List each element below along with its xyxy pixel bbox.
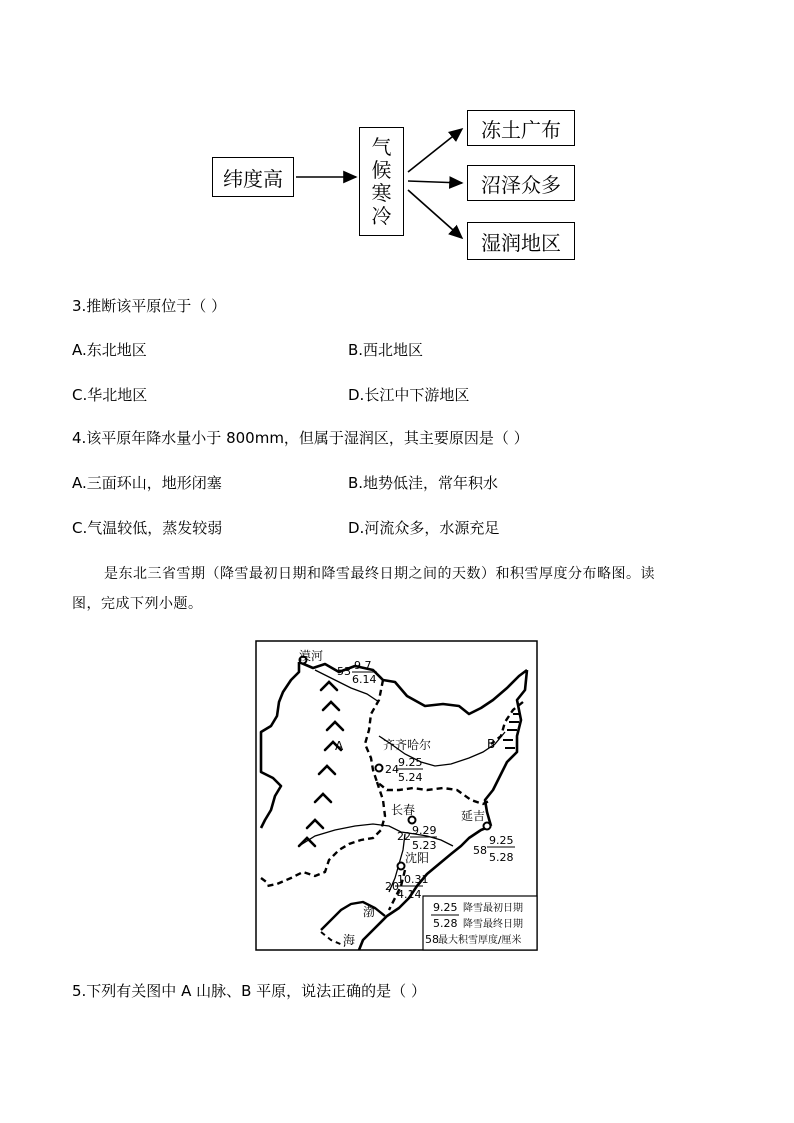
station-first-date: 9.7 <box>354 659 372 672</box>
station-depth: 24 <box>385 763 399 776</box>
station-depth: 58 <box>473 844 487 857</box>
station-depth: 22 <box>397 830 411 843</box>
intro-line-1: 是东北三省雪期（降雪最初日期和降雪最终日期之间的天数）和积雪厚度分布略图。读 <box>104 566 655 582</box>
flow-middle-char: 候 <box>371 157 392 182</box>
intro-line-2: 图，完成下列小题。 <box>72 596 203 612</box>
station-marker <box>376 765 383 772</box>
station-last-date: 5.23 <box>412 839 437 852</box>
station-first-date: 9.29 <box>412 824 437 837</box>
flow-arrows <box>0 0 794 300</box>
legend-first-label: 降雪最初日期 <box>463 903 523 914</box>
option-a: A.东北地区 <box>72 341 147 359</box>
option-b: B.地势低洼，常年积水 <box>348 474 499 492</box>
station-last-date: 5.28 <box>489 851 514 864</box>
flow-middle-char: 寒 <box>371 180 392 205</box>
legend-first-value: 9.25 <box>433 901 458 914</box>
label-qiqihar: 齐齐哈尔 <box>383 738 432 752</box>
station-marker <box>398 863 405 870</box>
station-first-date: 10.31 <box>397 873 429 886</box>
flow-middle-char: 气 <box>371 134 392 159</box>
intro-paragraph <box>72 559 722 619</box>
label-mohe: 漠河 <box>299 649 324 663</box>
question-3-stem: 3.推断该平原位于（ ） <box>72 297 227 315</box>
option-a: A.三面环山，地形闭塞 <box>72 474 222 492</box>
station-depth: 53 <box>337 665 351 678</box>
station-marker <box>409 817 416 824</box>
station-marker <box>484 823 491 830</box>
label-yanji: 延吉 <box>461 809 486 823</box>
station-last-date: 5.24 <box>398 771 423 784</box>
arrow-line <box>408 181 462 183</box>
station-first-date: 9.25 <box>489 834 514 847</box>
station-last-date: 4.14 <box>397 888 422 901</box>
northeast-snow-map <box>255 640 539 952</box>
station-last-date: 6.14 <box>352 673 377 686</box>
flow-result-label: 湿润地区 <box>481 230 561 255</box>
label-bohai-1: 渤 <box>363 905 376 919</box>
label-plain-b: B <box>487 737 496 751</box>
arrow-line <box>408 129 462 172</box>
option-c: C.华北地区 <box>72 386 148 404</box>
label-mountain-a: A <box>335 739 344 753</box>
flow-source-label: 纬度高 <box>223 166 283 191</box>
station-depth: 20 <box>385 880 399 893</box>
legend-last-value: 5.28 <box>433 917 458 930</box>
option-b: B.西北地区 <box>348 341 424 359</box>
option-c: C.气温较低，蒸发较弱 <box>72 519 223 537</box>
flow-middle-char: 冷 <box>371 203 392 228</box>
legend-last-label: 降雪最终日期 <box>463 919 523 930</box>
label-changchun: 长春 <box>391 803 416 817</box>
legend-depth-value: 58 <box>425 933 439 946</box>
question-5-stem: 5.下列有关图中 A 山脉、B 平原，说法正确的是（ ） <box>72 982 426 1000</box>
map-legend <box>423 896 537 950</box>
label-shenyang: 沈阳 <box>405 851 430 865</box>
option-d: D.河流众多，水源充足 <box>348 519 500 537</box>
flow-result-label: 冻土广布 <box>481 117 561 142</box>
label-bohai-2: 海 <box>343 933 356 947</box>
station-first-date: 9.25 <box>398 756 423 769</box>
legend-depth-label: 最大积雪厚度/厘米 <box>438 935 522 946</box>
question-4-stem: 4.该平原年降水量小于 800mm，但属于湿润区，其主要原因是（ ） <box>72 429 529 447</box>
flow-result-label: 沼泽众多 <box>481 172 561 197</box>
arrow-line <box>408 190 462 238</box>
option-d: D.长江中下游地区 <box>348 386 470 404</box>
